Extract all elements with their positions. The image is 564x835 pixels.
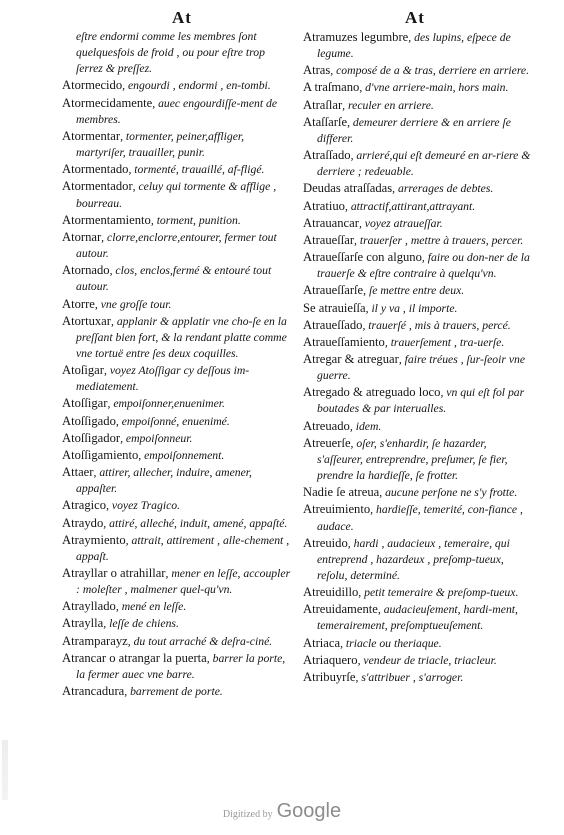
entry-headword: Atraueſſarſe [303,283,364,298]
dictionary-entry [303,29,533,62]
binding-shadow [2,740,8,800]
entry-headword: Atortuxar [62,313,111,328]
entry-definition: , tormenté, trauaillé, af-fligé. [128,163,265,177]
entry-headword: Atrauancar [303,215,359,230]
entry-headword: Atras [303,63,331,78]
dictionary-entry [303,334,533,351]
left-column [62,29,292,700]
entry-headword: Atramuzes legumbre [303,30,409,44]
entry-headword: Atrancadura [62,684,125,699]
dictionary-entry [303,198,533,215]
entry-definition: , mener en leſſe, accoupler : moleſter , malmener quel-qu'vn. [76,567,291,597]
entry-headword: Atraſſado [303,148,351,163]
entry-headword: Atreuerſe [303,435,351,450]
dictionary-entry [62,413,292,430]
entry-headword: Atormecido [62,78,123,93]
entry-definition: , voyez Tragico. [106,499,181,513]
entry-definition: , triacle ou theriaque. [340,636,442,650]
running-header-right: At [405,8,425,27]
entry-headword: Atoſſigar [62,396,108,411]
dictionary-entry [303,435,533,484]
entry-definition: , clos, enclos,fermé & entouré tout autour. [76,264,272,294]
dictionary-entry [62,515,292,532]
entry-definition: , faire ou don-ner de la trauerſe & eſtre contraire à quelqu'vn. [317,251,530,281]
entry-headword: Atoſſigamiento [62,447,139,462]
entry-definition: , oſer, s'enhardir, ſe hazarder, s'aſſeurer, entreprendre, preſumer, ſe fier, prendre la hardieſſe, ſe frotter. [317,436,508,483]
entry-headword: Atreuido [303,535,348,550]
dictionary-entry [62,95,292,128]
entry-headword: Atraymiento [62,532,126,547]
dictionary-entry [62,532,292,565]
entry-definition: , attiré, alleché, induit, amené, appaſté. [103,516,288,530]
entry-headword: Atratiuo [303,198,345,213]
entry-definition: , s'attribuer , s'arroger. [355,670,464,684]
entry-definition: , barrer la porte, la fermer auec vne barre. [76,651,286,681]
dictionary-entry [62,229,292,262]
dictionary-entry [303,282,533,299]
entry-definition: , hardieſſe, temerité, con-fiance , audace. [317,503,523,533]
entry-definition: , arrieré,qui eſt demeuré en ar-riere & derriere ; redeuable. [317,149,531,179]
entry-headword: Ataſſarſe [303,114,348,129]
dictionary-entry [303,669,533,686]
dictionary-entry [62,633,292,650]
dictionary-entry [303,114,533,147]
entry-definition: , demeurer derriere & en arriere ſe differer. [317,115,511,145]
dictionary-entry [303,601,533,634]
entry-headword: Atreuidillo [303,585,359,600]
entry-definition: , trauerſé , mis à trauers, percé. [362,318,511,332]
dictionary-entry [62,128,292,161]
entry-definition: , vendeur de triacle, triacleur. [357,653,497,667]
entry-definition: , trauerſer , mettre à trauers, percer. [354,233,524,247]
entry-headword: Atormecidamente [62,95,153,110]
entry-definition: , audacieuſement, hardi-ment, temerairement, preſomptueuſement. [317,603,518,633]
entry-definition: , empoiſonner,enuenimer. [107,397,225,411]
entry-definition: , faire tréues , ſur-ſeoir vne guerre. [317,352,526,383]
dictionary-entry [62,212,292,229]
dictionary-entry [62,362,292,395]
dictionary-entry [303,384,533,417]
dictionary-entry [62,598,292,615]
entry-definition: , aucune perſone ne s'y frotte. [379,486,518,500]
entry-definition: , il y va , il importe. [365,301,458,315]
dictionary-entry [303,300,533,317]
dictionary-entry [62,313,292,362]
entry-headword: Se atrauieſſa [303,300,366,315]
entry-definition: , celuy qui tormente & afflige , bourreau. [76,180,277,210]
dictionary-entry [62,565,292,598]
entry-headword: Atregado & atreguado loco [303,385,441,400]
dictionary-entry [303,635,533,652]
entry-definition: , d'vne arriere-main, hors main. [359,81,509,95]
dictionary-entry [303,317,533,334]
entry-definition: , composé de a & tras, derriere en arriere. [330,64,530,78]
entry-headword: Atormentar [62,128,121,143]
dictionary-entry [303,652,533,669]
dictionary-entry [303,147,533,180]
dictionary-entry [62,395,292,412]
dictionary-entry [62,296,292,313]
digitized-by-text: Digitized by [222,809,273,820]
dictionary-entry [62,77,292,94]
entry-definition: , clorre,enclorre,entourer, fermer tout autour. [76,230,277,261]
entry-definition: , vne groſſe tour. [94,297,172,311]
entry-headword: Atraydo [62,515,104,530]
dictionary-entry [303,232,533,249]
dictionary-entry [62,683,292,700]
entry-headword: Atramparayz [62,633,128,648]
entry-definition: , mené en leſſe. [115,600,187,614]
entry-headword: Atoſigar [62,363,104,378]
entry-definition: , reculer en arriere. [342,98,434,112]
dictionary-entry [303,249,533,282]
entry-definition: , tormenter, peiner,affliger, martyriſer, trauailler, punir. [76,129,245,160]
dictionary-entry [62,615,292,632]
entry-definition: , auec engourdiſſe-ment de membres. [76,96,278,126]
entry-headword: Atraylla [62,616,104,631]
entry-headword: Atregar & atreguar [303,351,399,366]
entry-definition: , hardi , audacieux , temeraire, qui entreprend , hazardeux , preſomp-tueux, reſolu, determiné. [317,536,510,582]
dictionary-entry [62,464,292,497]
dictionary-entry [62,262,292,295]
right-column [303,29,533,686]
entry-definition: , barrement de porte. [124,685,223,699]
dictionary-entry [303,79,533,96]
entry-headword: Atraſlar [303,97,343,112]
entry-definition: , petit temeraire & preſomp-tueux. [358,586,519,600]
entry-headword: Atoſſigado [62,413,116,428]
entry-headword: Atormentado [62,162,129,177]
dictionary-entry [303,501,533,534]
entry-definition: , leſſe de chiens. [103,617,179,631]
entry-definition: eſtre endormi comme les membres ſont quelquesfois de froid , ou pour eſtre trop ſerrez & preſſez. [76,30,265,76]
dictionary-entry [303,215,533,232]
dictionary-entry [303,180,533,197]
entry-headword: Atrancar o atrangar la puerta [62,650,207,665]
entry-definition: , empoiſonnement. [138,448,225,462]
entry-definition: , applanir & applatir vne cho-ſe en la preſſant bien fort, & la rendant platte comme vne tortuë entre ſes deux coquilles. [76,314,287,360]
entry-headword: Atrayllado [62,599,116,614]
dictionary-entry [62,161,292,178]
entry-headword: Atriaquero [303,652,358,667]
dictionary-entry [62,29,292,77]
entry-headword: A traſmano [303,80,360,95]
entry-headword: Atragico [62,498,107,513]
dictionary-entry [62,178,292,211]
entry-headword: Atormentamiento [62,212,151,227]
running-header-left: At [172,8,192,27]
dictionary-entry [303,418,533,435]
entry-headword: Nadie ſe atreua [303,485,380,500]
entry-definition: , du tout arraché & deſra-ciné. [127,634,273,648]
google-logo: Google [276,800,342,822]
entry-definition: , empoiſonneur. [120,431,193,445]
digitization-watermark [0,800,564,823]
entry-headword: Attaer [62,465,94,480]
dictionary-entry [62,650,292,683]
entry-headword: Atreuidamente [303,602,378,617]
entry-definition: , trauerſement , tra-uerſe. [384,335,505,349]
dictionary-entry [303,351,533,384]
entry-definition: , attrait, attirement , alle-chement , appaſt. [76,533,290,563]
entry-definition: , arrerages de debtes. [392,182,494,196]
entry-headword: Atoſſigador [62,430,121,445]
entry-definition: , idem. [349,419,382,433]
entry-headword: Atornar [62,229,102,244]
dictionary-entry [303,62,533,79]
dictionary-entry [303,97,533,114]
dictionary-entry [62,430,292,447]
entry-definition: , engourdi , endormi , en-tombi. [122,79,271,93]
entry-headword: Atriaca [303,635,341,650]
entry-headword: Deudas atraſſadas [303,181,393,196]
entry-definition: , torment, punition. [150,213,241,227]
entry-headword: Atreuado [303,418,350,433]
entry-definition: , vn qui eſt fol par boutades & par interualles. [317,386,525,416]
entry-headword: Atribuyrſe [303,669,356,684]
entry-definition: , attirer, allecher, induire, amener, appaſter. [76,466,252,496]
dictionary-entry [303,535,533,584]
entry-definition: , ſe mettre entre deux. [363,284,465,298]
dictionary-entry [303,484,533,501]
entry-definition: , des lupins, eſpece de legume. [317,31,511,61]
entry-headword: Atraueſſar [303,232,355,247]
entry-headword: Atraueſſarſe con alguno [303,250,422,265]
entry-headword: Atormentador [62,179,133,194]
entry-headword: Atrayllar o atrahillar [62,566,166,580]
dictionary-entry [62,447,292,464]
entry-headword: Atorre [62,296,95,311]
entry-headword: Atreuimiento [303,502,371,517]
entry-definition: , voyez Atoſſigar cy deſſous im-mediatement. [76,364,250,394]
entry-headword: Atraueſſado [303,317,363,332]
entry-definition: , empoiſonné, enuenimé. [115,414,230,428]
entry-definition: , attractif,attirant,attrayant. [344,199,476,213]
entry-headword: Atornado [62,263,110,278]
dictionary-entry [303,584,533,601]
dictionary-entry [62,497,292,514]
entry-definition: , voyez atraueſſar. [358,216,443,230]
entry-headword: Atraueſſamiento [303,334,385,349]
